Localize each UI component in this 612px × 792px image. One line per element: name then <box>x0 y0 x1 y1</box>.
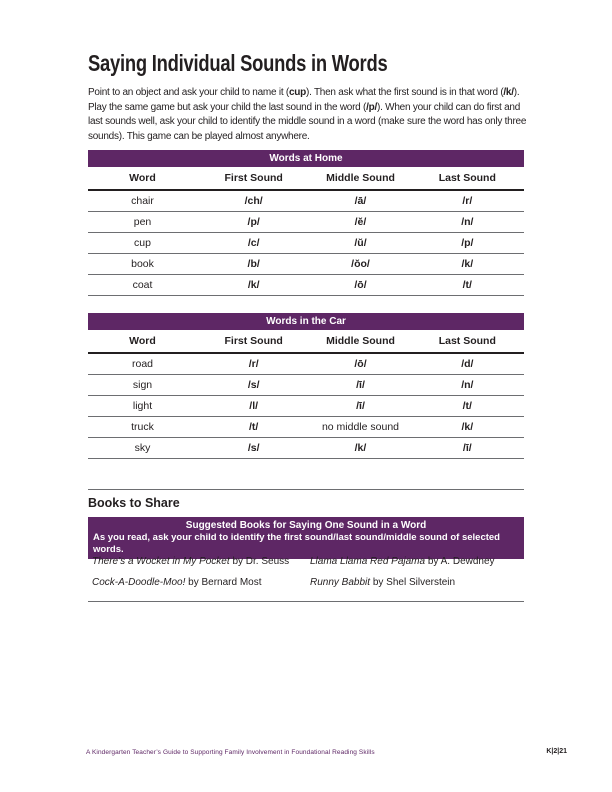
table-row <box>88 212 524 233</box>
last-sound-cell: /p/ <box>411 233 524 254</box>
word-cell: sign <box>88 375 197 396</box>
table-row <box>88 417 524 438</box>
book-author: by Dr. Seuss <box>232 556 290 567</box>
table-header-row <box>88 330 524 353</box>
middle-sound-cell: /ŭ/ <box>310 233 410 254</box>
intro-bold-p-sound: /p/ <box>366 101 378 113</box>
suggested-books-banner-subtitle: As you read, ask your child to identify the first sound/last sound/middle sound of selected words. <box>93 532 500 555</box>
book-list <box>92 556 524 598</box>
book-list-item <box>92 577 310 598</box>
last-sound-cell: /n/ <box>411 212 524 233</box>
middle-sound-cell: /ī/ <box>310 396 410 417</box>
table-row <box>88 396 524 417</box>
word-cell: coat <box>88 275 197 296</box>
column-header-last-sound: Last Sound <box>411 330 524 353</box>
word-cell: chair <box>88 190 197 212</box>
footer-guide-title: A Kindergarten Teacher’s Guide to Supporting Family Involvement in Foundational Reading Skills <box>86 749 375 756</box>
word-cell: pen <box>88 212 197 233</box>
book-author: by Bernard Most <box>188 577 262 588</box>
middle-sound-cell: no middle sound <box>310 417 410 438</box>
first-sound-cell: /s/ <box>197 375 310 396</box>
table-row <box>88 190 524 212</box>
book-title: Cock-A-Doodle-Moo! <box>92 577 186 588</box>
last-sound-cell: /t/ <box>411 275 524 296</box>
middle-sound-cell: /ō/ <box>310 275 410 296</box>
column-header-word: Word <box>88 167 197 190</box>
words-at-home-table <box>88 150 524 296</box>
table-row <box>88 233 524 254</box>
table-row <box>88 254 524 275</box>
page-number: K|2|21 <box>546 748 567 755</box>
book-list-item <box>310 556 524 577</box>
book-author: by Shel Silverstein <box>372 577 456 588</box>
last-sound-cell: /r/ <box>411 190 524 212</box>
last-sound-cell: /n/ <box>411 375 524 396</box>
table-title-banner: Words in the Car <box>88 313 524 330</box>
column-header-first-sound: First Sound <box>197 167 310 190</box>
book-title: Runny Babbit <box>310 577 371 588</box>
middle-sound-cell: /ō/ <box>310 353 410 375</box>
book-title: Llama Llama Red Pajama <box>310 556 426 567</box>
book-title: There’s a Wocket in My Pocket <box>92 556 230 567</box>
table-row <box>88 275 524 296</box>
intro-bold-cup: cup <box>288 87 306 98</box>
word-cell: sky <box>88 438 197 459</box>
section-divider <box>88 489 524 490</box>
intro-paragraph <box>88 86 528 144</box>
section-divider <box>88 601 524 602</box>
middle-sound-cell: /ā/ <box>310 190 410 212</box>
column-header-first-sound: First Sound <box>197 330 310 353</box>
table-row <box>88 375 524 396</box>
column-header-word: Word <box>88 330 197 353</box>
word-cell: truck <box>88 417 197 438</box>
first-sound-cell: /s/ <box>197 438 310 459</box>
table-row <box>88 438 524 459</box>
books-to-share-heading: Books to Share <box>88 496 180 510</box>
table-title-banner: Words at Home <box>88 150 524 167</box>
last-sound-cell: /k/ <box>411 254 524 275</box>
table-title-row <box>88 150 524 167</box>
table-header-row <box>88 167 524 190</box>
intro-text-segment: ). When your child can do first and last sounds well, ask your child to identify the middle sound in a word (make sure the word has only three sounds). This game can be played almost anywhere. <box>88 101 527 142</box>
page-title: Saying Individual Sounds in Words <box>88 50 388 76</box>
intro-text-segment: ). Then ask what the first sound is in that word ( <box>305 87 504 98</box>
first-sound-cell: /t/ <box>197 417 310 438</box>
word-cell: cup <box>88 233 197 254</box>
last-sound-cell: /t/ <box>411 396 524 417</box>
first-sound-cell: /p/ <box>197 212 310 233</box>
intro-bold-k-sound: /k/ <box>503 87 514 98</box>
middle-sound-cell: /ī/ <box>310 375 410 396</box>
first-sound-cell: /c/ <box>197 233 310 254</box>
first-sound-cell: /ch/ <box>197 190 310 212</box>
word-cell: light <box>88 396 197 417</box>
last-sound-cell: /ī/ <box>411 438 524 459</box>
word-cell: road <box>88 353 197 375</box>
table-row <box>88 353 524 375</box>
middle-sound-cell: /ĕ/ <box>310 212 410 233</box>
last-sound-cell: /d/ <box>411 353 524 375</box>
word-cell: book <box>88 254 197 275</box>
book-author: by A. Dewdney <box>427 556 495 567</box>
column-header-middle-sound: Middle Sound <box>310 330 410 353</box>
column-header-last-sound: Last Sound <box>411 167 524 190</box>
column-header-middle-sound: Middle Sound <box>310 167 410 190</box>
suggested-books-banner-title: Suggested Books for Saying One Sound in a Word <box>185 520 427 531</box>
book-list-item <box>310 577 524 598</box>
first-sound-cell: /k/ <box>197 275 310 296</box>
first-sound-cell: /r/ <box>197 353 310 375</box>
last-sound-cell: /k/ <box>411 417 524 438</box>
middle-sound-cell: /ŏo/ <box>310 254 410 275</box>
words-in-the-car-table <box>88 313 524 459</box>
page-footer <box>0 749 612 761</box>
book-list-item <box>92 556 310 577</box>
intro-text-segment: Point to an object and ask your child to name it ( <box>88 87 289 98</box>
table-title-row <box>88 313 524 330</box>
first-sound-cell: /b/ <box>197 254 310 275</box>
intro-text-segment: ). Play the same game but ask your child the last sound in the word ( <box>88 87 520 113</box>
first-sound-cell: /l/ <box>197 396 310 417</box>
middle-sound-cell: /k/ <box>310 438 410 459</box>
suggested-books-banner <box>88 517 524 559</box>
